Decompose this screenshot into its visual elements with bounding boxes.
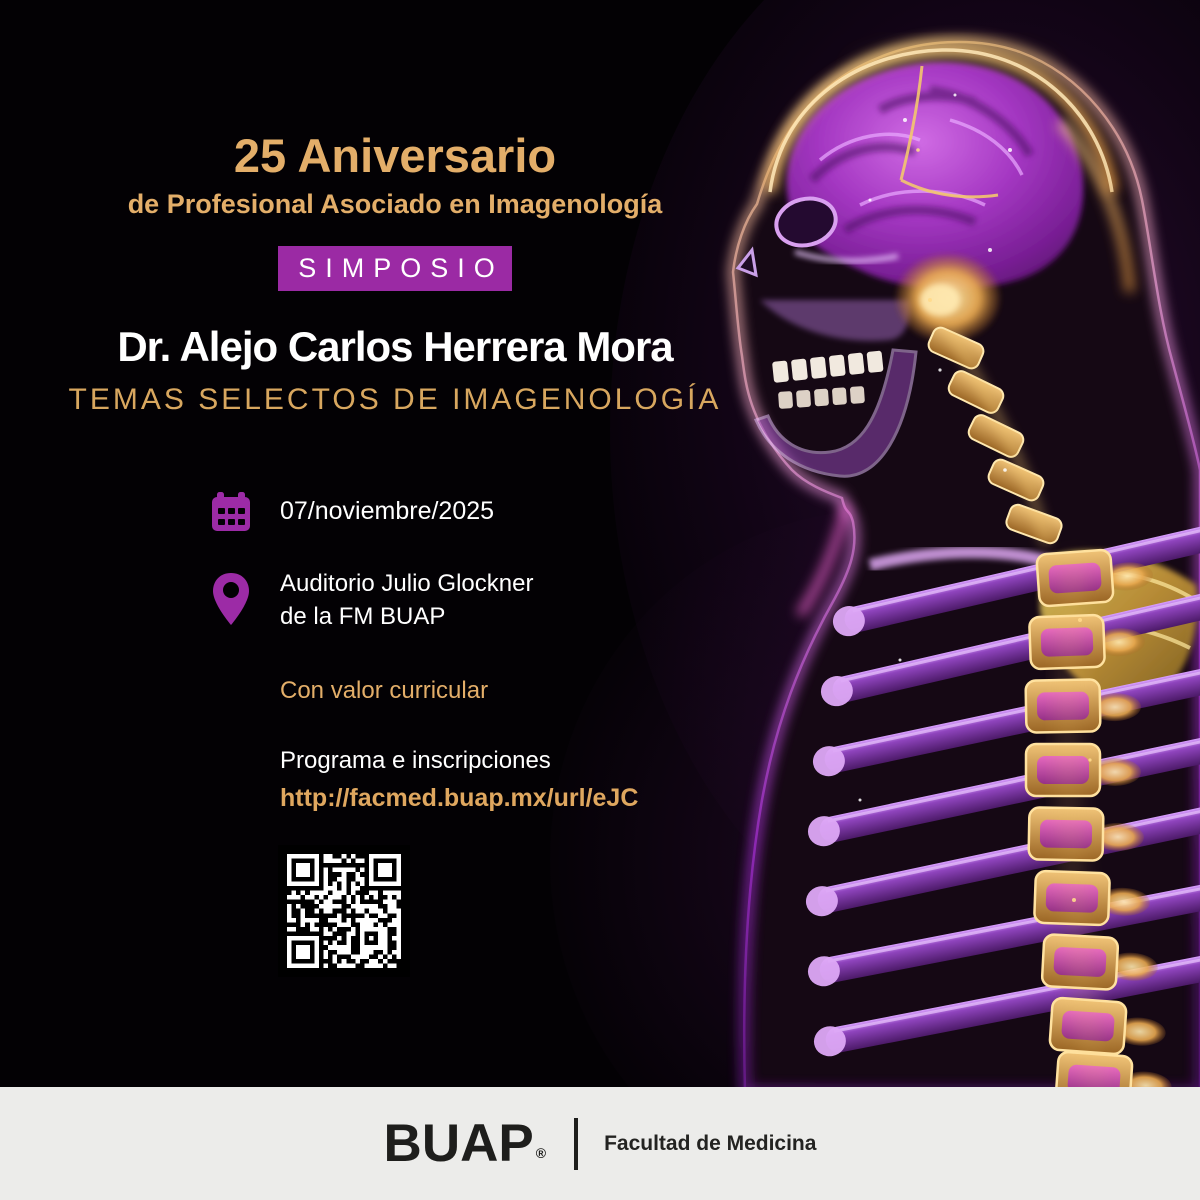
venue-line2: de la FM BUAP bbox=[280, 603, 446, 630]
date-row bbox=[208, 489, 638, 533]
calendar-icon bbox=[208, 489, 254, 533]
details-block bbox=[208, 489, 638, 813]
program-label: Programa e inscripciones bbox=[280, 747, 551, 774]
event-date: 07/noviembre/2025 bbox=[280, 496, 495, 525]
program-url[interactable]: http://facmed.buap.mx/url/eJC bbox=[280, 784, 639, 812]
buap-logo bbox=[384, 1113, 545, 1174]
simposio-badge: SIMPOSIO bbox=[278, 246, 512, 291]
buap-logo-text: BUAP bbox=[383, 1114, 534, 1173]
poster-title: 25 Aniversario bbox=[233, 129, 557, 182]
footer-divider bbox=[574, 1118, 578, 1170]
footer-bar bbox=[0, 1087, 1200, 1200]
faculty-name: Facultad de Medicina bbox=[604, 1131, 817, 1155]
location-pin-icon bbox=[208, 571, 254, 629]
program-block bbox=[280, 747, 638, 813]
registered-mark: ® bbox=[535, 1145, 547, 1161]
venue-row bbox=[208, 567, 638, 633]
qr-code bbox=[278, 845, 410, 977]
poster-subtitle: de Profesional Asociado en Imagenología bbox=[127, 189, 663, 219]
event-topic: TEMAS SELECTOS DE IMAGENOLOGÍA bbox=[68, 383, 722, 416]
curricular-note: Con valor curricular bbox=[280, 677, 489, 704]
hero-block bbox=[0, 128, 790, 417]
speaker-name: Dr. Alejo Carlos Herrera Mora bbox=[117, 323, 673, 370]
venue-line1: Auditorio Julio Glockner bbox=[280, 570, 534, 597]
